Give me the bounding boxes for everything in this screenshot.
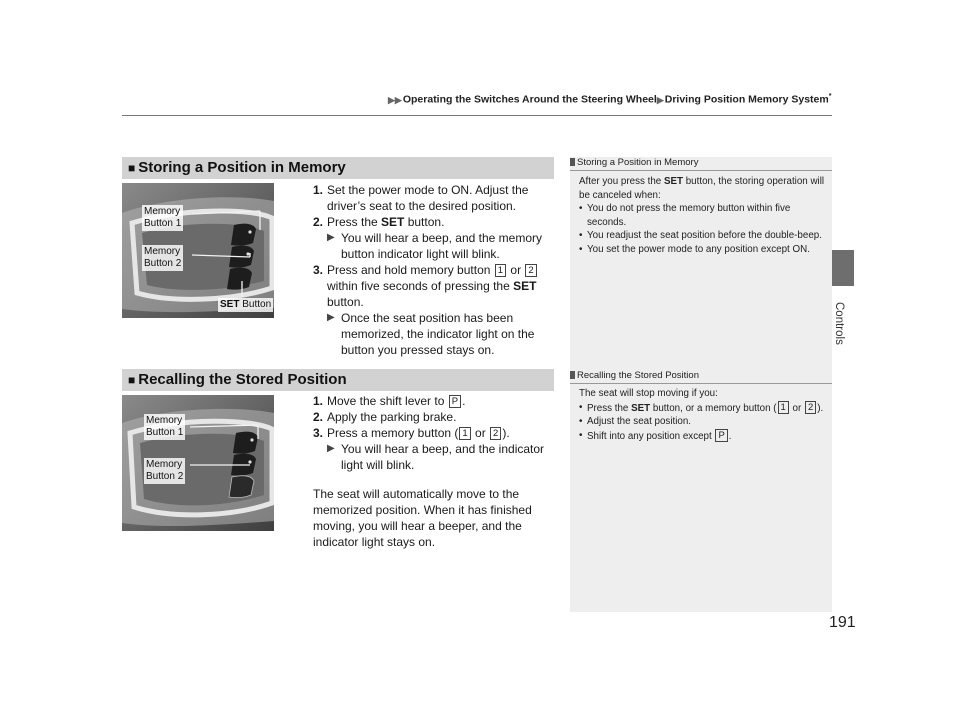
step-3: 3. Press and hold memory button 1 or 2 within five seconds of pressing the SET button. ▶ Once the seat position has been memorized, the indicator light on the button you pressed stays on. — [313, 262, 553, 358]
callout-memory-button-2: Memory Button 2 — [144, 246, 182, 269]
breadcrumb — [388, 93, 831, 106]
note-reference-icon — [570, 158, 575, 166]
breadcrumb-part-1: Operating the Switches Around the Steering Wheel — [402, 93, 657, 106]
header-rule — [122, 115, 832, 116]
section-header-recall — [122, 369, 554, 391]
black-square-icon: ■ — [128, 161, 136, 175]
step-2: 2. Press the SET button. ▶ You will hear a beep, and the memory button indicator light will blink. — [313, 214, 553, 262]
breadcrumb-arrow-icon: ▶ — [656, 94, 664, 105]
button-2-key: 2 — [525, 264, 536, 277]
section-title: Recalling the Stored Position — [138, 371, 347, 388]
page-number: 191 — [829, 614, 856, 631]
callout-memory-button-1: Memory Button 1 — [146, 415, 184, 438]
note-bullet: • You readjust the seat position before the double-beep. — [579, 229, 829, 243]
note-title-text: Recalling the Stored Position — [577, 370, 699, 381]
step-2-result: ▶ You will hear a beep, and the memory button indicator light will blink. — [327, 231, 543, 261]
note-rule — [570, 170, 832, 171]
note-title-text: Storing a Position in Memory — [577, 157, 699, 168]
step-3: 3. Press a memory button ( 1 or 2 ). ▶ You will hear a beep, and the indicator light will blink. — [313, 425, 553, 473]
result-triangle-icon: ▶ — [327, 312, 335, 323]
park-key: P — [449, 395, 461, 408]
note-intro: The seat will stop moving if you: — [579, 388, 718, 399]
button-1-key: 1 — [495, 264, 506, 277]
steps-recall — [313, 393, 553, 473]
callout-set-button: SET Button — [220, 299, 272, 310]
note-intro: After you press the SET button, the storing operation will be canceled when: — [579, 176, 825, 201]
section-title: Storing a Position in Memory — [138, 159, 346, 176]
note-title-store — [570, 157, 698, 168]
button-1-key: 1 — [778, 401, 789, 414]
note-title-recall — [570, 370, 699, 381]
result-triangle-icon: ▶ — [327, 232, 335, 243]
callout-memory-button-1: Memory Button 1 — [144, 206, 182, 229]
step-1: 1. Set the power mode to ON. Adjust the driver’s seat to the desired position. — [313, 183, 529, 213]
note-reference-icon — [570, 371, 575, 379]
breadcrumb-footnote-mark: * — [828, 93, 832, 100]
note-bullet: • Shift into any position except P . — [579, 429, 829, 444]
step-3-result: ▶ You will hear a beep, and the indicator light will blink. — [327, 442, 545, 472]
breadcrumb-part-2: Driving Position Memory System — [664, 93, 829, 106]
breadcrumb-arrow-icon: ▶▶ — [388, 94, 402, 105]
result-triangle-icon: ▶ — [327, 443, 335, 454]
steps-store — [313, 182, 553, 358]
note-bullet: • You do not press the memory button within five seconds. — [579, 202, 829, 229]
step-2: 2. Apply the parking brake. — [313, 410, 457, 424]
callout-memory-button-2: Memory Button 2 — [146, 459, 184, 482]
button-2-key: 2 — [490, 427, 501, 440]
section-header-store — [122, 157, 554, 179]
note-rule — [570, 383, 832, 384]
recall-paragraph: The seat will automatically move to the memorized position. When it has finished moving, you will hear a beeper, and the indicator light stays on. — [313, 487, 532, 549]
note-bullet: • You set the power mode to any position except ON. — [579, 243, 829, 257]
black-square-icon: ■ — [128, 373, 136, 387]
note-body-store — [579, 175, 829, 256]
note-bullet: • Press the SET button, or a memory button ( 1 or 2 ). — [579, 401, 829, 416]
button-2-key: 2 — [805, 401, 816, 414]
step-1: 1. Move the shift lever to P . — [313, 394, 466, 408]
chapter-tab — [832, 250, 854, 286]
park-key: P — [715, 429, 727, 442]
note-body-recall — [579, 387, 829, 443]
step-3-result: ▶ Once the seat position has been memorized, the indicator light on the button you pressed stays on. — [327, 311, 535, 357]
memory-buttons-photo-store — [122, 183, 274, 318]
chapter-label: Controls — [833, 302, 845, 345]
note-bullet: • Adjust the seat position. — [579, 415, 829, 429]
button-1-key: 1 — [459, 427, 470, 440]
memory-buttons-photo-recall — [122, 395, 274, 531]
